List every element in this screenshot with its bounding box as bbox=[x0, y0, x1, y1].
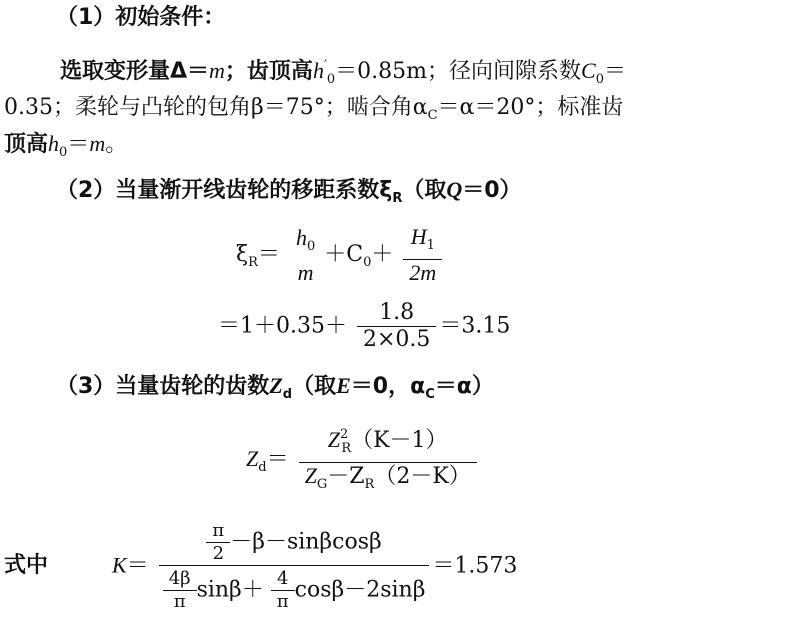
line1-h-prime: ′ bbox=[323, 58, 327, 73]
line1-C: C bbox=[581, 58, 596, 83]
eq3-num-rest: （K－1） bbox=[351, 428, 448, 453]
k-den-f1-den: π bbox=[173, 591, 186, 612]
line2-text-b: ＝α＝20°；标准齿 bbox=[437, 95, 624, 120]
section3-heading-c: ＝0，α bbox=[350, 374, 426, 399]
eq1-f2-num: H bbox=[410, 224, 427, 249]
k-4beta-over-pi bbox=[163, 568, 197, 613]
k-den-f2-den: π bbox=[276, 591, 289, 612]
k-den-f2-num: 4 bbox=[271, 568, 295, 591]
eq3-den-Z: Z bbox=[304, 463, 317, 488]
line1-text-a: 选取变形量Δ＝ bbox=[60, 59, 210, 84]
k-symbol: K bbox=[112, 552, 127, 578]
eq1-lhs-xi: ξ bbox=[236, 242, 249, 267]
eq3-num-sup: 2 bbox=[340, 427, 349, 442]
eq2-result: ＝3.15 bbox=[439, 313, 511, 339]
line2-alpha-sub: C bbox=[427, 108, 438, 123]
k-equals: ＝ bbox=[126, 553, 149, 579]
eq2-f-num: 1.8 bbox=[357, 300, 436, 327]
k-num-two: 2 bbox=[212, 543, 225, 564]
line3-text-c: 。 bbox=[105, 132, 128, 157]
eq3-num-Z: Z bbox=[327, 427, 341, 452]
section3-heading bbox=[56, 372, 494, 409]
line1-h-sub: 0 bbox=[326, 72, 336, 87]
line3-h-sub: 0 bbox=[59, 145, 68, 160]
eq2-text-a: ＝1＋0.35＋ bbox=[218, 313, 347, 339]
equation-xi-r bbox=[236, 224, 445, 286]
line1-h: h bbox=[312, 58, 324, 83]
eq3-fraction bbox=[299, 422, 477, 498]
eq3-den-sub1: G bbox=[316, 477, 328, 492]
eq2-f-den: 2×0.5 bbox=[362, 327, 431, 352]
eq1-f1-num-sub: 0 bbox=[306, 238, 316, 254]
k-den-f1-num: 4β bbox=[163, 568, 197, 591]
section2-heading bbox=[56, 176, 522, 213]
eq1-fraction-h0-m bbox=[290, 225, 321, 286]
section3-heading-Z: Z bbox=[269, 373, 283, 398]
section1-line2 bbox=[4, 94, 623, 130]
line3-h: h bbox=[48, 131, 60, 156]
eq3-lhs-Z: Z bbox=[246, 446, 259, 471]
section1-heading-text: （1）初始条件： bbox=[56, 5, 226, 30]
section3-heading-c-sub: C bbox=[425, 387, 435, 402]
equation-xi-r-value bbox=[218, 300, 510, 353]
eq3-den-mid: －Z bbox=[327, 464, 365, 489]
eq1-f1-den: m bbox=[297, 259, 314, 285]
section3-heading-b: （取 bbox=[292, 374, 337, 399]
label-shizhong-text: 式中 bbox=[4, 553, 49, 578]
k-4-over-pi bbox=[271, 568, 295, 613]
section1-line3 bbox=[4, 130, 127, 167]
eq3-num-sub: R bbox=[341, 441, 352, 456]
line1-C-sub: 0 bbox=[595, 72, 604, 87]
section3-heading-d: ＝α） bbox=[434, 374, 494, 399]
line2-text-a: 0.35；柔轮与凸轮的包角β＝75°；啮合角α bbox=[4, 95, 428, 120]
eq1-f1-num: h bbox=[295, 224, 307, 250]
line1-text-d: ＝ bbox=[604, 59, 627, 84]
section3-heading-E: E bbox=[336, 373, 351, 398]
k-num-rest: －β－sinβcosβ bbox=[230, 529, 382, 555]
eq3-den-rest: （2－K） bbox=[374, 464, 471, 489]
eq3-equals: ＝ bbox=[266, 447, 289, 472]
k-den-rest: cosβ－2sinβ bbox=[294, 577, 426, 603]
eq1-fraction-h1-2m bbox=[403, 224, 442, 286]
eq1-f2-num-sub: 1 bbox=[426, 238, 435, 253]
k-fraction bbox=[159, 520, 430, 613]
k-pi-over-2 bbox=[206, 520, 230, 565]
line3-text-b: ＝ bbox=[67, 132, 90, 157]
eq3-den-sub2: R bbox=[364, 477, 375, 492]
eq1-equals: ＝ bbox=[257, 242, 280, 267]
section1-line1 bbox=[60, 52, 626, 94]
eq1-C-sub: 0 bbox=[363, 255, 372, 270]
k-result: ＝1.573 bbox=[432, 553, 518, 579]
section2-heading-sub: R bbox=[392, 191, 403, 206]
eq1-f2-den: 2m bbox=[409, 260, 437, 285]
line1-text-c: ＝0.85m；径向间隙系数 bbox=[335, 59, 582, 84]
line1-m: m bbox=[209, 58, 225, 83]
eq2-fraction bbox=[357, 300, 436, 353]
section3-heading-a: （3）当量齿轮的齿数 bbox=[56, 374, 270, 399]
section2-heading-Q: Q bbox=[446, 177, 463, 202]
equation-zd bbox=[246, 422, 480, 498]
section2-heading-c: ＝0） bbox=[462, 178, 522, 203]
line3-m: m bbox=[89, 131, 106, 156]
section2-heading-a: （2）当量渐开线齿轮的移距系数ξ bbox=[56, 178, 393, 203]
section2-heading-b: （取 bbox=[402, 178, 447, 203]
eq1-lhs-sub: R bbox=[248, 255, 258, 270]
k-num-pi: π bbox=[206, 520, 230, 543]
label-shizhong bbox=[4, 552, 48, 580]
eq1-plus: ＋ bbox=[371, 242, 394, 267]
section1-heading bbox=[56, 4, 225, 32]
section3-heading-Z-sub: d bbox=[282, 387, 293, 402]
eq3-lhs-sub: d bbox=[258, 460, 267, 475]
line1-text-b: ；齿顶高 bbox=[224, 59, 313, 84]
line3-text-a: 顶高 bbox=[4, 132, 49, 157]
k-den-mid: sinβ＋ bbox=[196, 577, 264, 603]
eq1-plus-C: ＋C bbox=[324, 242, 364, 267]
equation-k bbox=[112, 520, 517, 613]
